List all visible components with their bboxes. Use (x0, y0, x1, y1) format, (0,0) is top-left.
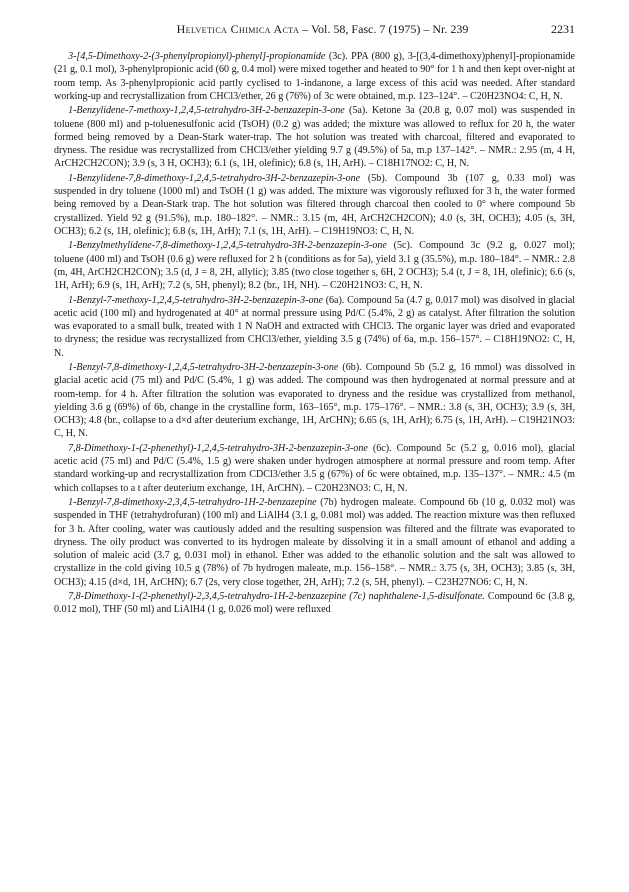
paragraph-text: (7b) hydrogen maleate. Compound 6b (10 g, 0.032 mol) was suspended in THF (tetrahydrofuran) (100 ml) and LiAlH4 (3.1 g, 0.081 mol) was added. The reaction mixture was then refluxed for 3 h. After cooling, water was cautiously added and the resulting suspension was filtered and the filtrate was evaporated to dryness. The oily product was converted to its hydrogen maleate by dissolving it in a small amount of ethanol and adding a solution of maleic acid (3.7 g, 0.031 mol) in ethanol. Ether was added to the ethanolic solution and the salt was allowed to crystallize in the cold giving 10.5 g (78%) of 7b hydrogen maleate, m.p. 156–158°. – NMR.: 3.75 (s, 3H, OCH3); 3.85 (s, 3H, OCH3); 4.15 (d×d, 1H, ArCHN); 6.7 (2s, very close together, 2H, ArH); 7.2 (s, 5H, phenyl). – C23H27NO6: C, H, N. (54, 497, 575, 588)
paragraph-5a (54, 104, 575, 170)
paragraph-6c (54, 442, 575, 495)
page-header (54, 22, 575, 40)
compound-title: 7,8-Dimethoxy-1-(2-phenethyl)-1,2,4,5-tetrahydro-3H-2-benzazepin-3-one (68, 442, 368, 454)
page-number: 2231 (550, 22, 575, 36)
paragraph-6b (54, 361, 575, 441)
paragraph-text: (6a). Compound 5a (4.7 g, 0.017 mol) was disolved in glacial acetic acid (100 ml) and hydrogenated at 40° at normal pressure using Pd/C (5.4%, 2 g) as catalyst. After filtration the solution was evaporated to a small bulk, treated with 1 N NaOH and extracted with CHCl3. The organic layer was dried and evaporated to dryness; the residue was recrystallized from CHCl3/ether, yielding 3.5 g (74%) of 6a, m.p. 156–157°. – C18H19NO2: C, H, N. (54, 294, 575, 359)
compound-title: 1-Benzyl-7,8-dimethoxy-1,2,4,5-tetrahydro-3H-2-benzazepin-3-one (68, 362, 339, 374)
compound-title: 3-[4,5-Dimethoxy-2-(3-phenylpropionyl)-phenyl]-propionamide (68, 51, 326, 62)
paragraph-7c (54, 590, 575, 617)
compound-title: 1-Benzyl-7-methoxy-1,2,4,5-tetrahydro-3H-2-benzazepin-3-one (68, 294, 323, 306)
paragraph-text: (6c). Compound 5c (5.2 g, 0.016 mol), glacial acetic acid (75 ml) and Pd/C (5.4%, 1.5 g) were shaken under hydrogen atmosphere at normal pressure and room temp. After standard working-up and recrystallization from CDCl3/ether 3.5 g (67%) of 6c were obtained, m.p. 135–137°. – NMR.: 4.5 (m which collapses to a t after deuterium exchange, 1H, ArCHN). – C20H23NO3: C, H, N. (54, 442, 575, 494)
experimental-text (54, 50, 575, 618)
paragraph-text: (5c). Compound 3c (9.2 g, 0.027 mol); toluene (400 ml) and TsOH (0.6 g) were refluxed for 2 h (conditions as for 5a), yield 3.1 g (35.5%), m.p. 180–184°. – NMR.: 2.8 (m, 4H, ArCH2CH2CON); 3.5 (d, J = 8, 2H, allylic); 3.85 (two close together s, 6H, 2 OCH3); 5.4 (t, J = 8, 1H, olefinic); 6.6 (s, 1H, ArH); 6.9 (s, 1H, ArH); 7.2 (s, 5H, phenyl); 8.2 (br., 1H, NH). – C20H21NO3: C, H, N. (54, 240, 575, 292)
paragraph-text: (6b). Compound 5b (5.2 g, 16 mmol) was dissolved in glacial acetic acid (75 ml) and Pd/C (5.4%, 1 g) was added. The compound was then hydrogenated at normal pressure and at room-temp. for 4 h. After filtration the solution was evaporated to dryness and the residue was crystallized from methanol, yielding 3.6 g (69%) of 6b, change in the crystalline form, 163–165°, m.p. 175–176°. – NMR.: 3.8 (s, 3H, OCH3); 3.9 (s, 3H, OCH3); 4.8 (br., collapse to a d×d after deuterium exchange, 1H, ArCHN); 6.65 (s, 1H, ArH); 6.75 (s, 1H, ArH). – C19H21NO3: C, H, N. (54, 362, 575, 440)
paragraph-5b (54, 172, 575, 238)
paragraph-5c (54, 239, 575, 292)
journal-name: Helvetica Chimica Acta (176, 22, 300, 36)
volume-info: Vol. 58, Fasc. 7 (1975) – Nr. 239 (310, 22, 469, 36)
compound-title: 1-Benzylidene-7-methoxy-1,2,4,5-tetrahydro-3H-2-benzazepin-3-one (68, 105, 345, 117)
paragraph-3c (54, 50, 575, 103)
compound-title: 1-Benzyl-7,8-dimethoxy-2,3,4,5-tetrahydro-1H-2-benzazepine (68, 497, 317, 509)
paragraph-text: (5b). Compound 3b (107 g, 0.33 mol) was suspended in dry toluene (1000 ml) and TsOH (1 g) was added. The mixture was vigorously refluxed for 3 h, the water formed being removed by a Dean-Stark trap. The hot solution was filtered through charcoal then cooled to 0° where compound 5b crystallized. Yield 92 g (91.5%), m.p. 180–182°. – NMR.: 3.15 (m, 4H, ArCH2CH2CON); 4.0 (s, 3H, OCH3); 4.05 (s, 3H, OCH3); 6.2 (s, 1H, olefinic); 6.8 (s, 1H, ArH); 7.1 (s, 1H, ArH). – C19H19NO3: C, H, N. (54, 172, 575, 237)
paragraph-7b (54, 496, 575, 589)
compound-title: 1-Benzylidene-7,8-dimethoxy-1,2,4,5-tetrahydro-3H-2-benzazepin-3-one (68, 172, 361, 184)
paragraph-text: (3c). PPA (800 g), 3-[(3,4-dimethoxy)phenyl]-propionamide (21 g, 0.1 mol), 3-phenylpropionic acid (60 g, 0.4 mol) were mixed together and heated to 90° for 1 h and then kept over-night at room temp. As 3-phenylpropionic acid partly cyclised to 1-indanone, a large excess of this acid was needed. After standard working-up and recrystallization from CHCl3/ether, 26 g (76%) of 3c were obtained, m.p. 123–124°. – C20H23NO4: C, H, N. (54, 51, 575, 102)
running-head: Helvetica Chimica Acta – Vol. 58, Fasc. 7 (1975) – Nr. 239 (176, 22, 469, 36)
paragraph-text: (5a). Ketone 3a (20.8 g, 0.07 mol) was suspended in toluene (800 ml) and p-toluenesulfonic acid (TsOH) (0.2 g) was added; the mixture was allowed to reflux for 20 h, the water formed being removed by a Dean-Stark water-trap. The hot solution was treated with charcoal, filtered and evaporated to dryness. The residue was recrystallized from CHCl3/ether yielding 9.7 g (49.5%) of 5a, m.p 137–142°. – NMR.: 2.95 (m, 4 H, ArCH2CH2CON); 3.9 (s, 3 H, OCH3); 6.1 (s, 1H, olefinic); 6.8 (s, 1H, ArH). – C18H17NO2: C, H, N. (54, 105, 575, 170)
compound-title: 1-Benzylmethylidene-7,8-dimethoxy-1,2,4,5-tetrahydro-3H-2-benzazepin-3-one (68, 240, 387, 252)
paragraph-text: Compound 6c (3.8 g, 0.012 mol), THF (50 ml) and LiAlH4 (1 g, 0.026 mol) were refluxed (54, 591, 575, 616)
paragraph-6a (54, 294, 575, 360)
compound-title: 7,8-Dimethoxy-1-(2-phenethyl)-2,3,4,5-tetrahydro-1H-2-benzazepine (7c) naphthalene-1,5-disulfonate. (68, 591, 485, 603)
